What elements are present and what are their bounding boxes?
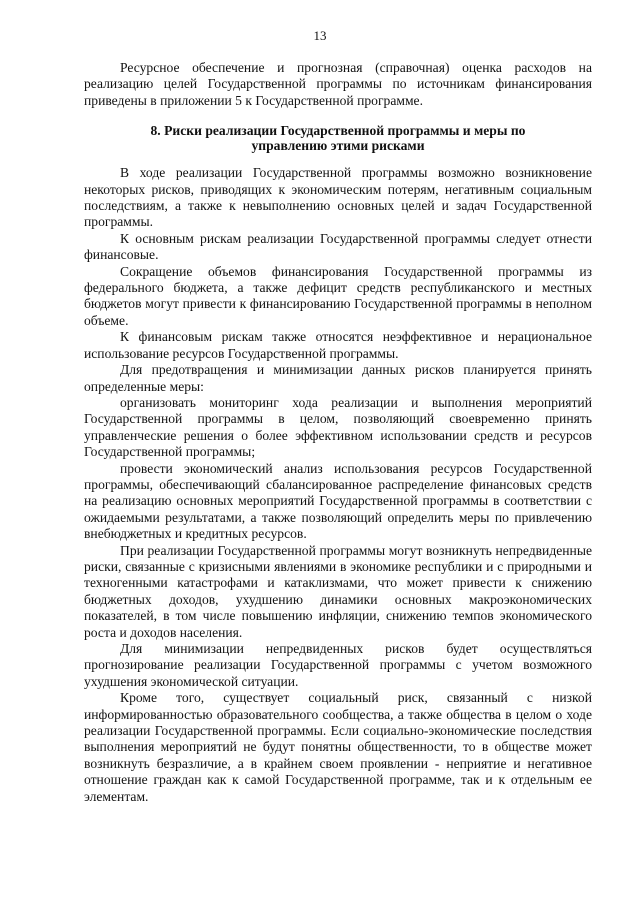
intro-paragraph: Ресурсное обеспечение и прогнозная (справочная) оценка расходов на реализацию целей Государственной программы по источникам финансирования приведены в приложении 5 к Государственной программе. [84, 60, 592, 108]
paragraph-funding-cuts: Сокращение объемов финансирования Государственной программы из федерального бюджета, а также дефицит средств республиканского и местных бюджетов могут привести к финансированию Государственной программы в неполном объеме. [84, 263, 592, 328]
paragraph-risks-overview: В ходе реализации Государственной программы возможно возникновение некоторых рисков, приводящих к экономическим потерям, негативным социальным последствиям, а также к невыполнению основных целей и задач Государственной программы. [84, 165, 592, 230]
paragraph-main-risks: К основным рискам реализации Государственной программы следует отнести финансовые. [84, 230, 592, 263]
paragraph-unforeseen-risks: При реализации Государственной программы могут возникнуть непредвиденные риски, связанные с кризисными явлениями в экономике республики и с природными и техногенными катастрофами и катаклизмами, что может привести к снижению бюджетных доходов, ухудшению динамики основных макроэкономических показателей, в том числе повышению инфляции, снижению темпов экономического роста и доходов населения. [84, 542, 592, 640]
page-number: 13 [313, 28, 327, 43]
paragraph-forecasting: Для минимизации непредвиденных рисков будет осуществляться прогнозирование реализации Государственной программы с учетом возможного ухудшения экономической ситуации. [84, 641, 592, 689]
paragraph-measures-intro: Для предотвращения и минимизации данных рисков планируется принять определенные меры: [84, 362, 592, 394]
page-content [84, 60, 592, 805]
section-heading: 8. Риски реализации Государственной программы и меры по управлению этими рисками [150, 123, 526, 154]
paragraph-financial-risks: К финансовым рискам также относятся неэффективное и нерациональное использование ресурсов Государственной программы. [84, 329, 592, 361]
paragraph-measure-monitoring: организовать мониторинг хода реализации и выполнения мероприятий Государственной программы в целом, позволяющий своевременно принять управленческие решения о более эффективном использовании средств и ресурсов Государственной программы; [84, 394, 592, 460]
paragraph-social-risk: Кроме того, существует социальный риск, связанный с низкой информированностью образовательного сообщества, а также общества в целом о ходе реализации Государственной программы. Если социально-экономические последствия выполнения мероприятий не будут понятны общественности, то в обществе может возникнуть безразличие, а в крайнем своем проявлении - неприятие и негативное отношение граждан как к самой Государственной программе, так и к отдельным ее элементам. [84, 690, 592, 804]
paragraph-measure-analysis: провести экономический анализ использования ресурсов Государственной программы, обеспечивающий сбалансированное распределение финансовых средств на реализацию основных мероприятий Государственной программы в соответствии с ожидаемыми результатами, а также позволяющий определить меры по привлечению внебюджетных и кредитных ресурсов. [84, 460, 592, 542]
